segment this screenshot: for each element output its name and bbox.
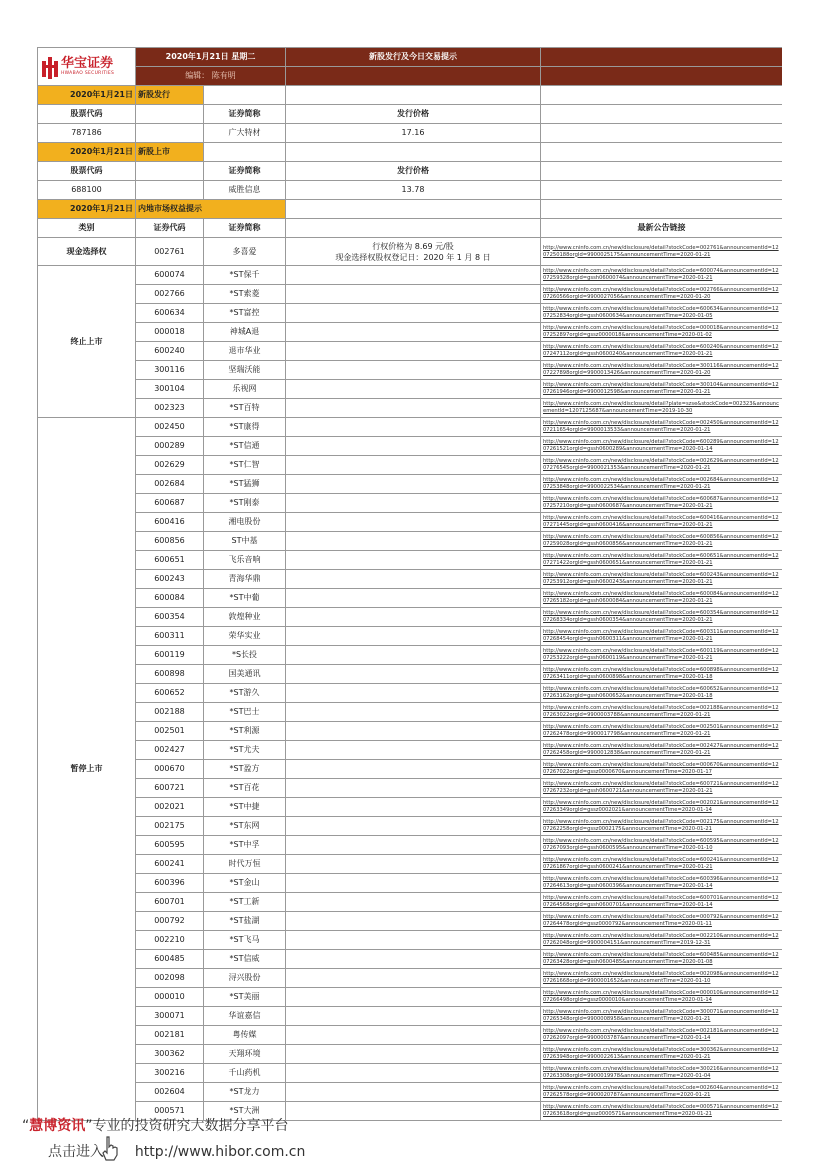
suspension-row xyxy=(38,950,783,969)
header-blank xyxy=(541,48,783,67)
blank xyxy=(286,418,541,437)
suspension-row xyxy=(38,1045,783,1064)
blank xyxy=(286,361,541,380)
blank xyxy=(286,703,541,722)
cash-option-row xyxy=(38,238,783,266)
blank xyxy=(286,380,541,399)
stock-code: 300116 xyxy=(136,361,204,380)
stock-name: *ST猛狮 xyxy=(204,475,286,494)
stock-name: *ST巴士 xyxy=(204,703,286,722)
suspension-row xyxy=(38,418,783,437)
stock-name: *ST金山 xyxy=(204,874,286,893)
stock-code: 600074 xyxy=(136,266,204,285)
stock-name: *ST刚泰 xyxy=(204,494,286,513)
listing-col-code: 股票代码 xyxy=(38,162,136,181)
suspension-row xyxy=(38,969,783,988)
blank xyxy=(286,912,541,931)
watermark-tagline-text: 专业的投资研究大数据分享平台 xyxy=(92,1118,289,1134)
listing-row xyxy=(38,181,783,200)
blank xyxy=(286,817,541,836)
stock-name: 神城A退 xyxy=(204,323,286,342)
blank xyxy=(286,627,541,646)
stock-code: 600652 xyxy=(136,684,204,703)
announcement-link[interactable]: http://www.cninfo.com.cn/new/disclosure/detail?stockCode=000670&announcementId=1207267022orgId=gssz0000670&announcementTime=2020-01-17 xyxy=(541,760,783,779)
stock-code: 002188 xyxy=(136,703,204,722)
suspension-row xyxy=(38,437,783,456)
announcement-link[interactable]: http://www.cninfo.com.cn/new/disclosure/detail?stockCode=600595&announcementId=1207267093orgId=gssh0600595&announcementTime=2020-01-10 xyxy=(541,836,783,855)
suspension-row xyxy=(38,855,783,874)
announcement-link[interactable]: http://www.cninfo.com.cn/new/disclosure/detail?stockCode=600240&announcementId=1207247112orgId=gssh0600240&announcementTime=2020-01-21 xyxy=(541,342,783,361)
stock-code: 002501 xyxy=(136,722,204,741)
announcement-link[interactable]: http://www.cninfo.com.cn/new/disclosure/detail?stockCode=600416&announcementId=1207271445orgId=gssh0600416&announcementTime=2020-01-21 xyxy=(541,513,783,532)
suspension-row xyxy=(38,456,783,475)
blank xyxy=(286,304,541,323)
blank xyxy=(136,105,204,124)
announcement-link[interactable]: http://www.cninfo.com.cn/new/disclosure/detail?stockCode=002450&announcementId=1207211654orgId=9900013533&announcementTime=2020-01-21 xyxy=(541,418,783,437)
stock-code: 000792 xyxy=(136,912,204,931)
stock-name: *ST利源 xyxy=(204,722,286,741)
stock-name: *ST索菱 xyxy=(204,285,286,304)
suspension-row xyxy=(38,874,783,893)
stock-name: *ST美丽 xyxy=(204,988,286,1007)
announcement-link[interactable]: http://www.cninfo.com.cn/new/disclosure/detail?stockCode=600651&announcementId=1207271422orgId=gssh0600651&announcementTime=2020-01-21 xyxy=(541,551,783,570)
suspension-row xyxy=(38,912,783,931)
ipo-row xyxy=(38,124,783,143)
delisting-row xyxy=(38,342,783,361)
logo xyxy=(38,48,136,86)
announcement-link[interactable]: http://www.cninfo.com.cn/new/disclosure/detail?stockCode=600243&announcementId=1207253912orgId=gssh0600243&announcementTime=2020-01-21 xyxy=(541,570,783,589)
stock-name: 国美通讯 xyxy=(204,665,286,684)
ipo-name: 广大特材 xyxy=(204,124,286,143)
blank xyxy=(286,266,541,285)
editor-blank-2 xyxy=(541,67,783,86)
suspension-row xyxy=(38,1064,783,1083)
announcement-link[interactable]: http://www.cninfo.com.cn/new/disclosure/detail?stockCode=000571&announcementId=1207263618orgId=gssz0000571&announcementTime=2020-01-21 xyxy=(541,1102,783,1121)
stock-code: 000289 xyxy=(136,437,204,456)
announcement-link[interactable]: http://www.cninfo.com.cn/new/disclosure/detail?stockCode=000792&announcementId=1207264478orgId=gssz0000792&announcementTime=2020-01-11 xyxy=(541,912,783,931)
announcement-link[interactable]: http://www.cninfo.com.cn/new/disclosure/detail?stockCode=002766&announcementId=1207260566orgId=9900027056&announcementTime=2020-01-20 xyxy=(541,285,783,304)
report-table xyxy=(37,47,782,1121)
stock-code: 002684 xyxy=(136,475,204,494)
stock-name: 荣华实业 xyxy=(204,627,286,646)
announcement-link[interactable]: http://www.cninfo.com.cn/new/disclosure/detail?stockCode=002604&announcementId=1207262578orgId=9900020787&announcementTime=2020-01-21 xyxy=(541,1083,783,1102)
stock-code: 000010 xyxy=(136,988,204,1007)
blank xyxy=(286,855,541,874)
blank xyxy=(286,741,541,760)
announcement-link[interactable]: http://www.cninfo.com.cn/new/disclosure/detail?stockCode=600074&announcementId=1207259328orgId=gssh0600074&announcementTime=2020-01-21 xyxy=(541,266,783,285)
delisting-row xyxy=(38,285,783,304)
stock-name: 浔兴股份 xyxy=(204,969,286,988)
editor-name: 陈有明 xyxy=(211,71,236,80)
stock-name: ST中基 xyxy=(204,532,286,551)
announcement-link[interactable]: http://www.cninfo.com.cn/new/disclosure/detail?stockCode=600084&announcementId=1207265182orgId=gssh0600084&announcementTime=2020-01-21 xyxy=(541,589,783,608)
suspension-row xyxy=(38,931,783,950)
report-sheet xyxy=(37,47,782,1137)
report-date: 2020年1月21日 星期二 xyxy=(136,48,286,67)
announcement-link[interactable]: http://www.cninfo.com.cn/new/disclosure/detail?stockCode=600856&announcementId=1207259028orgId=gssh0600856&announcementTime=2020-01-21 xyxy=(541,532,783,551)
cash-option-code: 002761 xyxy=(136,238,204,266)
blank xyxy=(286,760,541,779)
cash-option-price: 行权价格为 8.69 元/股 xyxy=(372,241,454,251)
stock-code: 002450 xyxy=(136,418,204,437)
stock-name: *ST富控 xyxy=(204,304,286,323)
ipo-col-name: 证券简称 xyxy=(204,105,286,124)
stock-name: 粤传媒 xyxy=(204,1026,286,1045)
stock-code: 002766 xyxy=(136,285,204,304)
blank xyxy=(286,1045,541,1064)
blank xyxy=(286,200,541,219)
blank xyxy=(286,551,541,570)
stock-code: 600634 xyxy=(136,304,204,323)
suspension-row xyxy=(38,513,783,532)
announcement-link[interactable]: http://www.cninfo.com.cn/new/disclosure/detail?stockCode=600701&announcementId=1207264568orgId=gssh0600701&announcementTime=2020-01-14 xyxy=(541,893,783,912)
delisting-category: 终止上市 xyxy=(38,266,136,418)
rights-col-category: 类别 xyxy=(38,219,136,238)
watermark-enter: 点击进入 xyxy=(48,1144,104,1160)
stock-code: 300362 xyxy=(136,1045,204,1064)
blank xyxy=(286,143,541,162)
blank xyxy=(286,646,541,665)
listing-price: 13.78 xyxy=(286,181,541,200)
stock-code: 600354 xyxy=(136,608,204,627)
blank xyxy=(286,798,541,817)
announcement-link[interactable]: http://www.cninfo.com.cn/new/disclosure/detail?stockCode=600119&announcementId=1207253222orgId=gssh0600119&announcementTime=2020-01-21 xyxy=(541,646,783,665)
blank xyxy=(286,86,541,105)
announcement-link[interactable]: http://www.cninfo.com.cn/new/disclosure/detail?stockCode=000010&announcementId=1207266498orgId=gssz0000010&announcementTime=2020-01-14 xyxy=(541,988,783,1007)
stock-code: 600240 xyxy=(136,342,204,361)
suspension-row xyxy=(38,646,783,665)
suspension-row xyxy=(38,627,783,646)
delisting-row xyxy=(38,304,783,323)
blank xyxy=(136,124,204,143)
announcement-link[interactable]: http://www.cninfo.com.cn/new/disclosure/detail?stockCode=000018&announcementId=1207252897orgId=gssz0000018&announcementTime=2020-01-02 xyxy=(541,323,783,342)
blank xyxy=(541,200,783,219)
blank xyxy=(286,988,541,1007)
blank xyxy=(541,124,783,143)
blank xyxy=(286,665,541,684)
stock-code: 600241 xyxy=(136,855,204,874)
announcement-link[interactable]: http://www.cninfo.com.cn/new/disclosure/detail?stockCode=600311&announcementId=1207268454orgId=gssh0600311&announcementTime=2020-01-21 xyxy=(541,627,783,646)
cash-option-record-date: 现金选择权股权登记日：2020 年 1 月 8 日 xyxy=(335,252,491,262)
suspension-row xyxy=(38,532,783,551)
watermark-tagline xyxy=(22,1115,289,1135)
stock-code: 002175 xyxy=(136,817,204,836)
blank xyxy=(286,779,541,798)
stock-code: 002604 xyxy=(136,1083,204,1102)
blank xyxy=(286,475,541,494)
blank xyxy=(541,86,783,105)
announcement-link[interactable]: http://www.cninfo.com.cn/new/disclosure/detail?stockCode=002629&announcementId=1207276545orgId=9900021353&announcementTime=2020-01-21 xyxy=(541,456,783,475)
suspension-row xyxy=(38,836,783,855)
stock-name: *ST仁智 xyxy=(204,456,286,475)
stock-name: 湘电股份 xyxy=(204,513,286,532)
blank xyxy=(204,86,286,105)
blank xyxy=(286,570,541,589)
announcement-link[interactable]: http://www.cninfo.com.cn/new/disclosure/detail?stockCode=300116&announcementId=1207227898orgId=9900013426&announcementTime=2020-01-20 xyxy=(541,361,783,380)
stock-name: 时代万恒 xyxy=(204,855,286,874)
ipo-col-code: 股票代码 xyxy=(38,105,136,124)
stock-code: 600856 xyxy=(136,532,204,551)
announcement-link[interactable]: http://www.cninfo.com.cn/new/disclosure/detail?stockCode=002427&announcementId=1207262458orgId=9900012838&announcementTime=2020-01-21 xyxy=(541,741,783,760)
blank xyxy=(286,399,541,418)
blank xyxy=(541,105,783,124)
announcement-link[interactable]: http://www.cninfo.com.cn/new/disclosure/detail?stockCode=002501&announcementId=1207262478orgId=9900017798&announcementTime=2020-01-21 xyxy=(541,722,783,741)
stock-name: *ST康得 xyxy=(204,418,286,437)
suspension-row xyxy=(38,1026,783,1045)
stock-code: 600485 xyxy=(136,950,204,969)
suspension-row xyxy=(38,665,783,684)
suspension-row xyxy=(38,893,783,912)
blank xyxy=(286,532,541,551)
delisting-row xyxy=(38,399,783,418)
stock-code: 300104 xyxy=(136,380,204,399)
stock-name: 华谊嘉信 xyxy=(204,1007,286,1026)
stock-code: 000018 xyxy=(136,323,204,342)
stock-code: 002629 xyxy=(136,456,204,475)
stock-code: 600243 xyxy=(136,570,204,589)
editor-blank-1 xyxy=(286,67,541,86)
ipo-col-price: 发行价格 xyxy=(286,105,541,124)
stock-name: *ST大洲 xyxy=(204,1102,286,1121)
ipo-section-title: 新股发行 xyxy=(136,86,204,105)
stock-code: 000571 xyxy=(136,1102,204,1121)
quote-close: ” xyxy=(85,1118,93,1134)
quote-open: “ xyxy=(22,1118,30,1134)
cash-option-category: 现金选择权 xyxy=(38,238,136,266)
stock-code: 600416 xyxy=(136,513,204,532)
announcement-link[interactable]: http://www.cninfo.com.cn/new/disclosure/detail?stockCode=002210&announcementId=1207262048orgId=9900004151&announcementTime=2019-12-31 xyxy=(541,931,783,950)
stock-name: *ST尤夫 xyxy=(204,741,286,760)
stock-name: *ST信威 xyxy=(204,950,286,969)
stock-name: 飞乐音响 xyxy=(204,551,286,570)
stock-code: 600721 xyxy=(136,779,204,798)
blank xyxy=(286,589,541,608)
blank xyxy=(286,836,541,855)
stock-code: 300216 xyxy=(136,1064,204,1083)
stock-code: 600898 xyxy=(136,665,204,684)
stock-name: *ST保千 xyxy=(204,266,286,285)
announcement-link[interactable]: http://www.cninfo.com.cn/new/disclosure/detail?stockCode=300071&announcementId=1207265348orgId=9900008958&announcementTime=2020-01-21 xyxy=(541,1007,783,1026)
blank xyxy=(286,285,541,304)
stock-name: 千山药机 xyxy=(204,1064,286,1083)
announcement-link[interactable]: http://www.cninfo.com.cn/new/disclosure/detail?stockCode=002175&announcementId=1207262258orgId=gssz0002175&announcementTime=2020-01-21 xyxy=(541,817,783,836)
stock-code: 002427 xyxy=(136,741,204,760)
suspension-row xyxy=(38,1007,783,1026)
ipo-code: 787186 xyxy=(38,124,136,143)
stock-name: 青海华鼎 xyxy=(204,570,286,589)
blank xyxy=(286,219,541,238)
stock-name: 坚瑞沃能 xyxy=(204,361,286,380)
watermark-brand: 慧博资讯 xyxy=(29,1118,86,1134)
stock-code: 002323 xyxy=(136,399,204,418)
blank xyxy=(204,143,286,162)
blank xyxy=(286,456,541,475)
announcement-link[interactable]: http://www.cninfo.com.cn/new/disclosure/detail?stockCode=600898&announcementId=1207263411orgId=gssh0600898&announcementTime=2020-01-18 xyxy=(541,665,783,684)
announcement-link[interactable]: http://www.cninfo.com.cn/new/disclosure/detail?stockCode=600354&announcementId=1207268334orgId=gssh0600354&announcementTime=2020-01-21 xyxy=(541,608,783,627)
stock-name: *ST飞马 xyxy=(204,931,286,950)
announcement-link[interactable]: http://www.cninfo.com.cn/new/disclosure/detail?stockCode=600721&announcementId=1207267232orgId=gssh0600721&announcementTime=2020-01-21 xyxy=(541,779,783,798)
stock-code: 002181 xyxy=(136,1026,204,1045)
blank xyxy=(286,684,541,703)
stock-code: 300071 xyxy=(136,1007,204,1026)
blank xyxy=(286,1064,541,1083)
suspension-row xyxy=(38,722,783,741)
stock-name: 乐视网 xyxy=(204,380,286,399)
listing-col-price: 发行价格 xyxy=(286,162,541,181)
announcement-link[interactable]: http://www.cninfo.com.cn/new/disclosure/detail?stockCode=002021&announcementId=1207263349orgId=gssz0002021&announcementTime=2020-01-14 xyxy=(541,798,783,817)
editor xyxy=(136,67,286,86)
stock-name: *S长投 xyxy=(204,646,286,665)
editor-label: 编辑： xyxy=(185,71,210,80)
stock-code: 002210 xyxy=(136,931,204,950)
rights-col-code: 证券代码 xyxy=(136,219,204,238)
suspension-row xyxy=(38,703,783,722)
delisting-row xyxy=(38,361,783,380)
suspension-row xyxy=(38,798,783,817)
stock-name: *ST中孚 xyxy=(204,836,286,855)
watermark-url[interactable]: http://www.hibor.com.cn xyxy=(134,1144,306,1160)
suspension-row xyxy=(38,988,783,1007)
suspension-row xyxy=(38,1083,783,1102)
suspension-row xyxy=(38,608,783,627)
listing-section-date: 2020年1月21日 xyxy=(38,143,136,162)
blank xyxy=(286,323,541,342)
delisting-row xyxy=(38,323,783,342)
stock-name: *ST信通 xyxy=(204,437,286,456)
stock-name: *ST百特 xyxy=(204,399,286,418)
blank xyxy=(286,437,541,456)
blank xyxy=(286,722,541,741)
logo-cn-text: 华宝证券 xyxy=(61,55,114,71)
announcement-link[interactable]: http://www.cninfo.com.cn/new/disclosure/detail?stockCode=600241&announcementId=1207261867orgId=gssh0600241&announcementTime=2020-01-21 xyxy=(541,855,783,874)
cash-option-name: 多喜爱 xyxy=(204,238,286,266)
cash-option-info xyxy=(286,238,541,266)
listing-code: 688100 xyxy=(38,181,136,200)
blank xyxy=(286,608,541,627)
stock-code: 600119 xyxy=(136,646,204,665)
blank xyxy=(286,1026,541,1045)
rights-col-name: 证券简称 xyxy=(204,219,286,238)
stock-code: 000670 xyxy=(136,760,204,779)
suspension-row xyxy=(38,741,783,760)
blank xyxy=(286,874,541,893)
suspension-row xyxy=(38,494,783,513)
blank xyxy=(541,162,783,181)
stock-code: 600687 xyxy=(136,494,204,513)
listing-section-title: 新股上市 xyxy=(136,143,204,162)
announcement-link[interactable]: http://www.cninfo.com.cn/new/disclosure/detail?stockCode=600687&announcementId=1207257210orgId=gssh0600687&announcementTime=2020-01-21 xyxy=(541,494,783,513)
blank xyxy=(286,342,541,361)
rights-col-link: 最新公告链接 xyxy=(541,219,783,238)
logo-en-text: HWABAO SECURITIES xyxy=(61,70,115,76)
blank xyxy=(286,893,541,912)
announcement-link[interactable]: http://www.cninfo.com.cn/new/disclosure/detail?stockCode=600634&announcementId=1207252834orgId=gssh0600634&announcementTime=2020-01-05 xyxy=(541,304,783,323)
blank xyxy=(136,181,204,200)
suspension-row xyxy=(38,589,783,608)
blank xyxy=(286,513,541,532)
suspension-row xyxy=(38,570,783,589)
ipo-section-date: 2020年1月21日 xyxy=(38,86,136,105)
stock-name: *ST盐湖 xyxy=(204,912,286,931)
stock-name: *ST中捷 xyxy=(204,798,286,817)
delisting-row xyxy=(38,380,783,399)
announcement-link[interactable]: http://www.cninfo.com.cn/new/disclosure/detail?stockCode=002188&announcementId=1207263022orgId=9900003788&announcementTime=2020-01-21 xyxy=(541,703,783,722)
stock-name: *ST工新 xyxy=(204,893,286,912)
rights-section-date: 2020年1月21日 xyxy=(38,200,136,219)
stock-name: *ST东网 xyxy=(204,817,286,836)
watermark-link[interactable] xyxy=(48,1141,305,1161)
blank xyxy=(286,950,541,969)
stock-name: 天翔环境 xyxy=(204,1045,286,1064)
hwabao-logo-icon xyxy=(42,55,58,79)
stock-name: *ST龙力 xyxy=(204,1083,286,1102)
announcement-link[interactable]: http://www.cninfo.com.cn/new/disclosure/detail?stockCode=300362&announcementId=1207263948orgId=9900022613&announcementTime=2020-01-21 xyxy=(541,1045,783,1064)
suspension-row xyxy=(38,760,783,779)
stock-name: *ST中葡 xyxy=(204,589,286,608)
report-title: 新股发行及今日交易提示 xyxy=(286,48,541,67)
stock-code: 600595 xyxy=(136,836,204,855)
stock-name: *ST盈方 xyxy=(204,760,286,779)
blank xyxy=(541,181,783,200)
stock-code: 600651 xyxy=(136,551,204,570)
stock-code: 002098 xyxy=(136,969,204,988)
blank xyxy=(286,494,541,513)
suspension-row xyxy=(38,551,783,570)
announcement-link[interactable]: http://www.cninfo.com.cn/new/disclosure/detail?stockCode=002181&announcementId=1207262097orgId=9900003787&announcementTime=2020-01-14 xyxy=(541,1026,783,1045)
blank xyxy=(286,1083,541,1102)
stock-code: 600311 xyxy=(136,627,204,646)
announcement-link[interactable]: http://www.cninfo.com.cn/new/disclosure/detail?stockCode=300216&announcementId=1207263308orgId=9900019978&announcementTime=2020-01-04 xyxy=(541,1064,783,1083)
announcement-link[interactable]: http://www.cninfo.com.cn/new/disclosure/detail?stockCode=002098&announcementId=1207261668orgId=9900001652&announcementTime=2020-01-10 xyxy=(541,969,783,988)
blank xyxy=(541,143,783,162)
stock-name: 敦煌种业 xyxy=(204,608,286,627)
pointer-hand-icon xyxy=(100,1135,120,1161)
announcement-link[interactable]: http://www.cninfo.com.cn/new/disclosure/detail?plate=szse&stockCode=002323&announcementId=1207125687&announcementTime=2019-10-30 xyxy=(541,399,783,418)
suspension-row xyxy=(38,779,783,798)
ipo-price: 17.16 xyxy=(286,124,541,143)
blank xyxy=(286,931,541,950)
announcement-link[interactable]: http://www.cninfo.com.cn/new/disclosure/detail?stockCode=002684&announcementId=1207253848orgId=9900022534&announcementTime=2020-01-21 xyxy=(541,475,783,494)
rights-section-title: 内地市场权益提示 xyxy=(136,200,286,219)
stock-code: 600701 xyxy=(136,893,204,912)
blank xyxy=(286,1007,541,1026)
announcement-link[interactable]: http://www.cninfo.com.cn/new/disclosure/detail?stockCode=600396&announcementId=1207264613orgId=gssh0600396&announcementTime=2020-01-14 xyxy=(541,874,783,893)
blank xyxy=(136,162,204,181)
stock-name: *ST游久 xyxy=(204,684,286,703)
announcement-link[interactable]: http://www.cninfo.com.cn/new/disclosure/detail?stockCode=002761&announcementId=1207250188orgId=9900025175&announcementTime=2020-01-21 xyxy=(541,238,783,266)
watermark-footer xyxy=(0,1108,826,1169)
listing-col-name: 证券简称 xyxy=(204,162,286,181)
delisting-row xyxy=(38,266,783,285)
announcement-link[interactable]: http://www.cninfo.com.cn/new/disclosure/detail?stockCode=600485&announcementId=1207263428orgId=gssh0600485&announcementTime=2020-01-08 xyxy=(541,950,783,969)
suspension-category: 暂停上市 xyxy=(38,418,136,1121)
listing-name: 威胜信息 xyxy=(204,181,286,200)
stock-code: 002021 xyxy=(136,798,204,817)
announcement-link[interactable]: http://www.cninfo.com.cn/new/disclosure/detail?stockCode=600289&announcementId=1207261521orgId=gssh0600289&announcementTime=2020-01-14 xyxy=(541,437,783,456)
suspension-row xyxy=(38,684,783,703)
announcement-link[interactable]: http://www.cninfo.com.cn/new/disclosure/detail?stockCode=300104&announcementId=1207261946orgId=9900012598&announcementTime=2020-01-21 xyxy=(541,380,783,399)
suspension-row xyxy=(38,475,783,494)
stock-name: *ST百花 xyxy=(204,779,286,798)
stock-code: 600396 xyxy=(136,874,204,893)
suspension-row xyxy=(38,817,783,836)
announcement-link[interactable]: http://www.cninfo.com.cn/new/disclosure/detail?stockCode=600652&announcementId=1207263162orgId=gssh0600652&announcementTime=2020-01-18 xyxy=(541,684,783,703)
stock-name: 退市华业 xyxy=(204,342,286,361)
stock-code: 600084 xyxy=(136,589,204,608)
blank xyxy=(286,969,541,988)
